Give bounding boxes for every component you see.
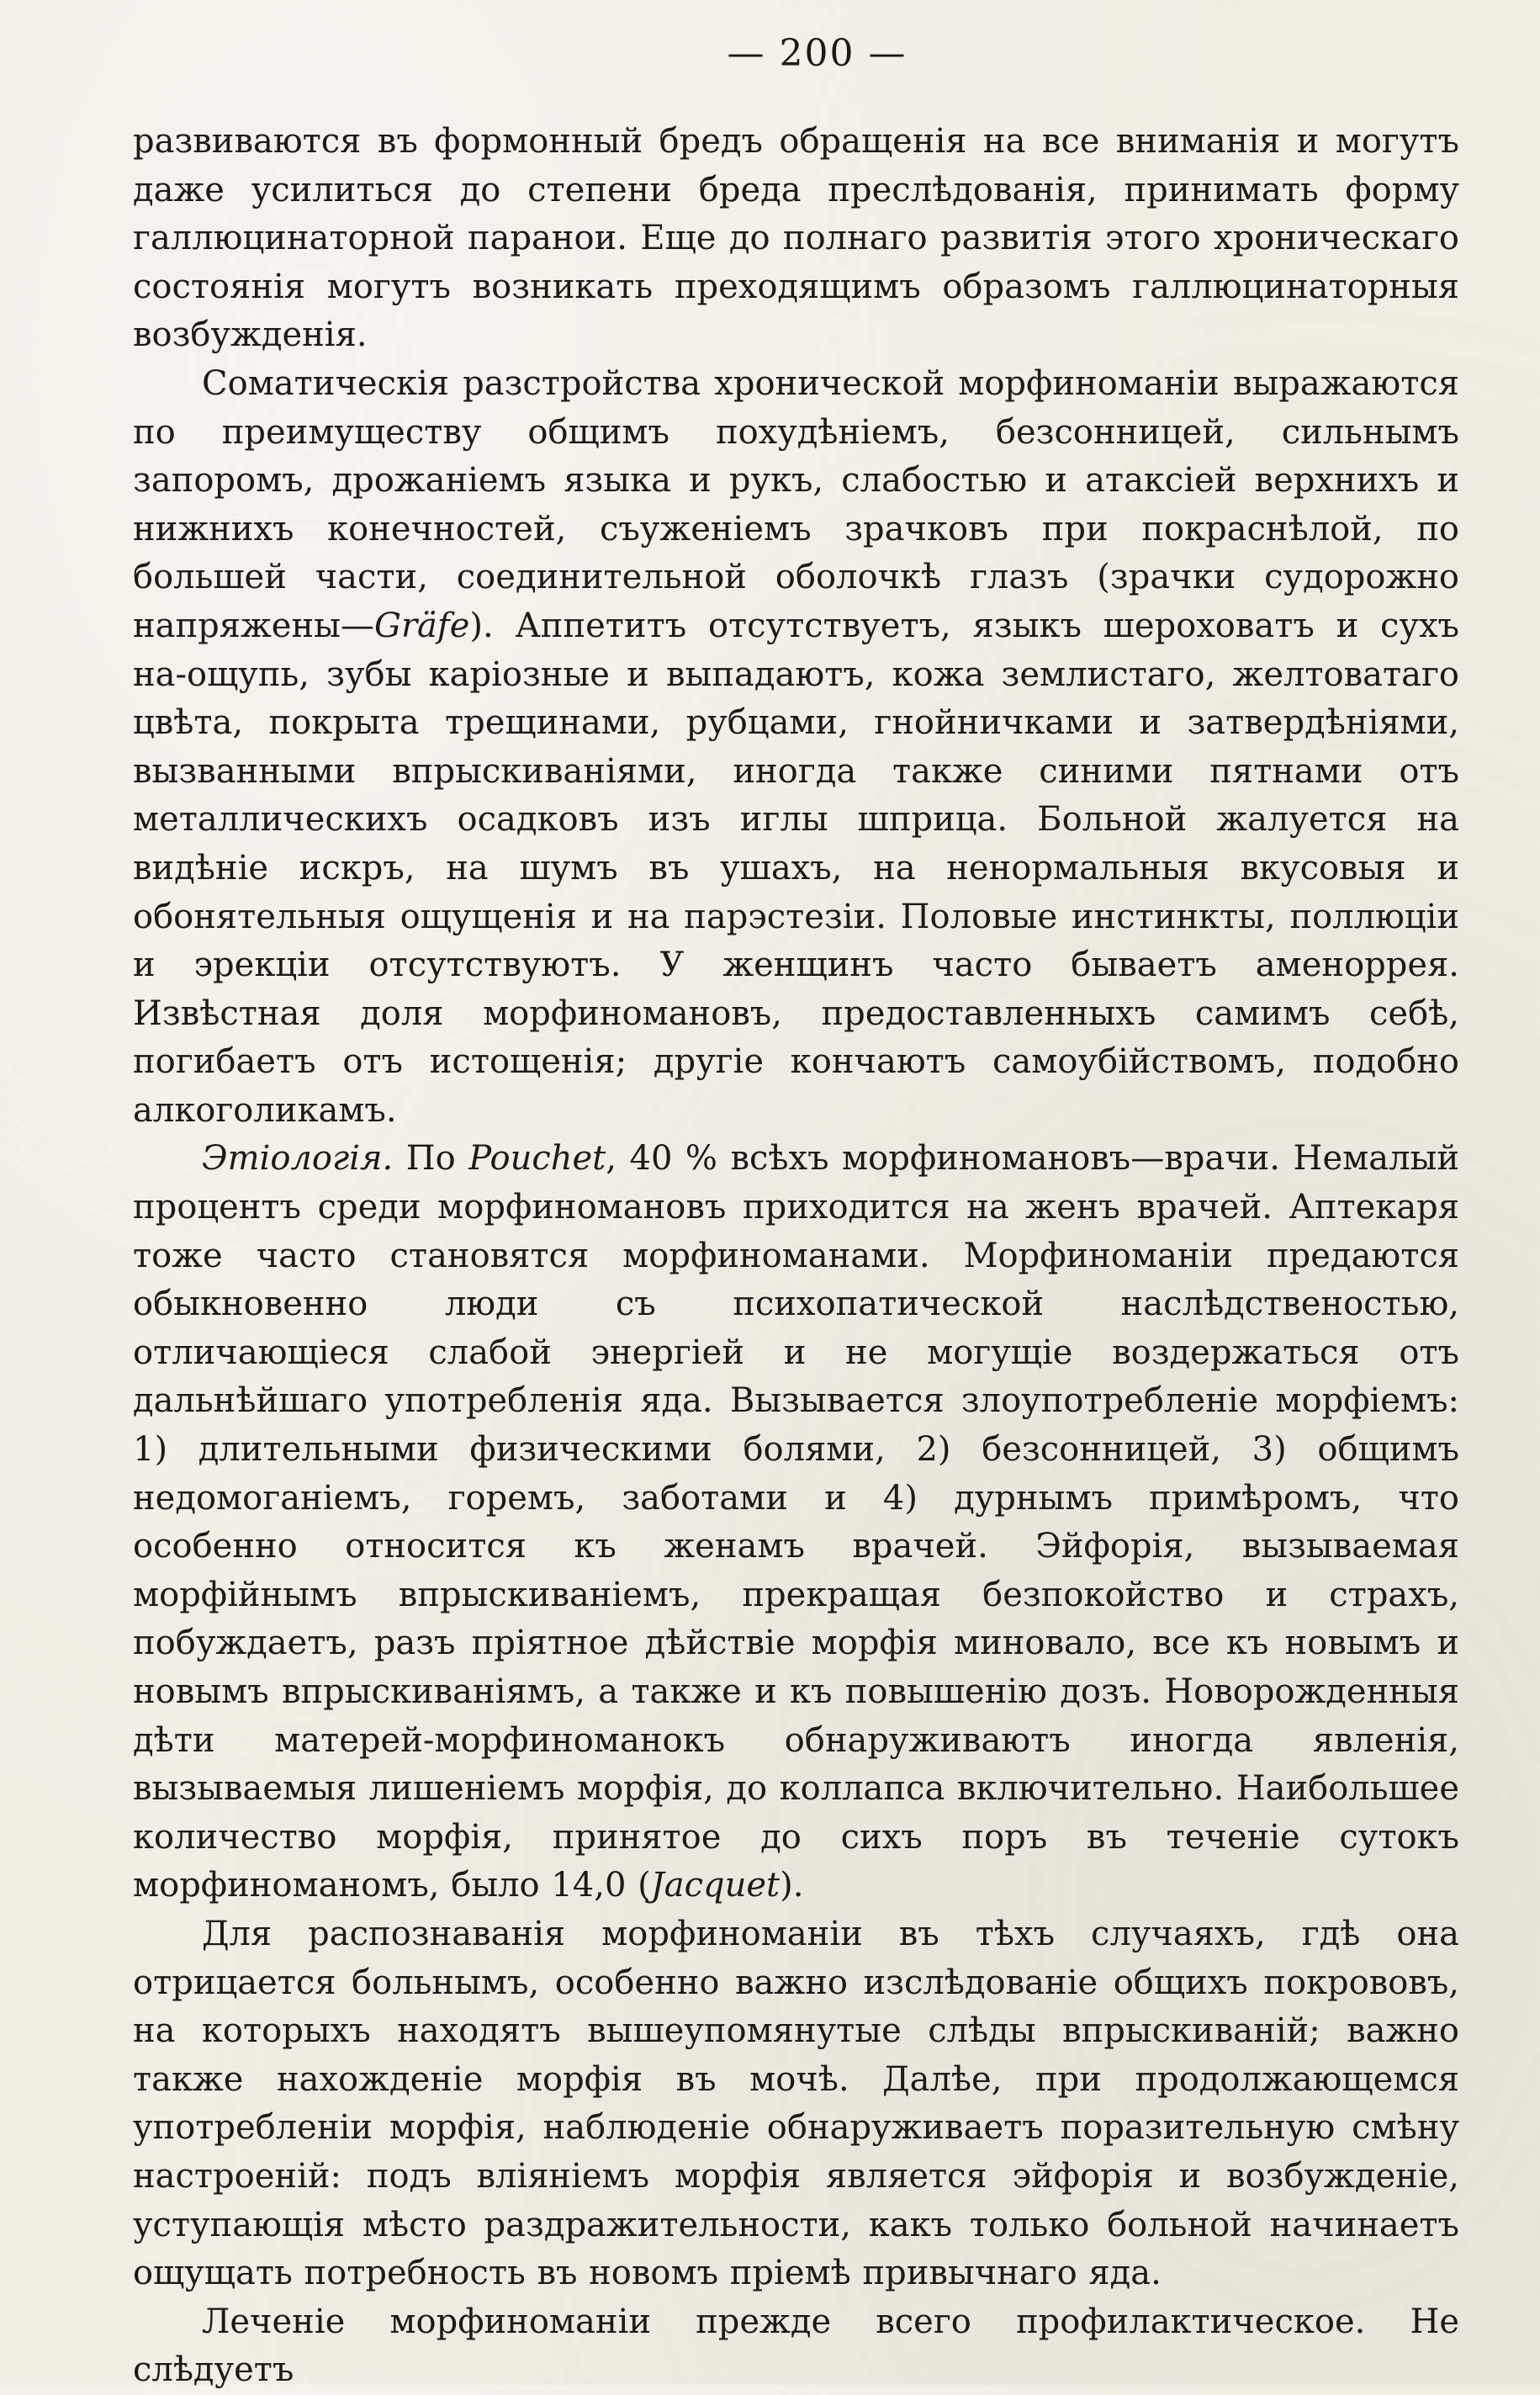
text-run: По: [393, 1139, 469, 1179]
text-run: Для распознаванія морфиноманіи въ тѣхъ случаяхъ, гдѣ она отрицается больнымъ, особенно важно изслѣдованіе общихъ покрововъ, на которыхъ находятъ вышеупомянутые слѣды впрыскиваній; важно также нахожденіе морфія въ мочѣ. Далѣе, при продолжающемся употребленіи морфія, наблюденіе обнаруживаетъ поразительную смѣну настроеній: подъ вліяніемъ морфія является эйфорія и возбужденіе, уступающія мѣсто раздражительности, какъ только больной начинаетъ ощущать потребность въ новомъ пріемѣ привычнаго яда.: [133, 1914, 1459, 2293]
text-run: ).: [780, 1866, 804, 1905]
italic-text: Jacquet: [650, 1866, 781, 1905]
page-text: [133, 118, 1459, 2395]
italic-text: Pouchet: [468, 1139, 606, 1179]
paragraph: [133, 118, 1459, 360]
paragraph: [133, 2298, 1459, 2395]
italic-text: Gräfe: [373, 606, 470, 645]
text-run: Соматическія разстройства хронической морфиноманіи выражаются по преимуществу общимъ похудѣніемъ, безсонницей, сильнымъ запоромъ, дрожаніемъ языка и рукъ, слабостью и атаксіей верхнихъ и нижнихъ конечностей, съуженіемъ зрачковъ при покраснѣлой, по большей части, соединительной оболочкѣ глазъ (зрачки судорожно напряжены—: [133, 363, 1459, 645]
page-number: — 200 —: [727, 32, 908, 75]
italic-text: Этіологія.: [202, 1139, 394, 1179]
text-run: Леченіе морфиноманіи прежде всего профилактическое. Не слѣдуетъ: [133, 2302, 1459, 2390]
paragraph: [133, 360, 1459, 1136]
text-run: , 40 % всѣхъ морфиномановъ—врачи. Немалый процентъ среди морфиномановъ приходится на женъ врачей. Аптекаря тоже часто становятся морфиноманами. Морфиноманіи предаются обыкновенно люди съ психопатической наслѣдственостью, отличающіеся слабой энергіей и не могущіе воздержаться отъ дальнѣйшаго употребленія яда. Вызывается злоупотребленіе морфіемъ: 1) длительными физическими болями, 2) безсонницей, 3) общимъ недомоганіемъ, горемъ, заботами и 4) дурнымъ примѣромъ, что особенно относится къ женамъ врачей. Эйфорія, вызываемая морфійнымъ впрыскиваніемъ, прекращая безпокойство и страхъ, побуждаетъ, разъ пріятное дѣйствіе морфія миновало, все къ новымъ и новымъ впрыскиваніямъ, а также и къ повышенію дозъ. Новорожденныя дѣти матерей-морфиноманокъ обнаруживаютъ иногда явленія, вызываемыя лишеніемъ морфія, до коллапса включительно. Наибольшее количество морфія, принятое до сихъ поръ въ теченіе сутокъ морфиноманомъ, было 14,0 (: [133, 1139, 1459, 1905]
text-run: ). Аппетитъ отсутствуетъ, языкъ шероховатъ и сухъ на-ощупь, зубы каріозные и выпадаютъ, кожа землистаго, желтоватаго цвѣта, покрыта трещинами, рубцами, гнойничками и затвердѣніями, вызванными впрыскиваніями, иногда также синими пятнами отъ металлическихъ осадковъ изъ иглы шприца. Больной жалуется на видѣніе искръ, на шумъ въ ушахъ, на ненормальныя вкусовыя и обонятельныя ощущенія и на парэстезіи. Половые инстинкты, поллюціи и эрекціи отсутствуютъ. У женщинъ часто бываетъ аменоррея. Извѣстная доля морфиномановъ, предоставленныхъ самимъ себѣ, погибаетъ отъ истощенія; другіе кончаютъ самоубійствомъ, подобно алкоголикамъ.: [133, 606, 1459, 1130]
text-run: развиваются въ формонный бредъ обращенія на все вниманія и могутъ даже усилиться до степени бреда преслѣдованія, принимать форму галлюцинаторной паранои. Еще до полнаго развитія этого хроническаго состоянія могутъ возникать преходящимъ образомъ галлюцинаторныя возбужденія.: [133, 122, 1459, 355]
paragraph: [133, 1135, 1459, 1910]
paragraph: [133, 1910, 1459, 2298]
